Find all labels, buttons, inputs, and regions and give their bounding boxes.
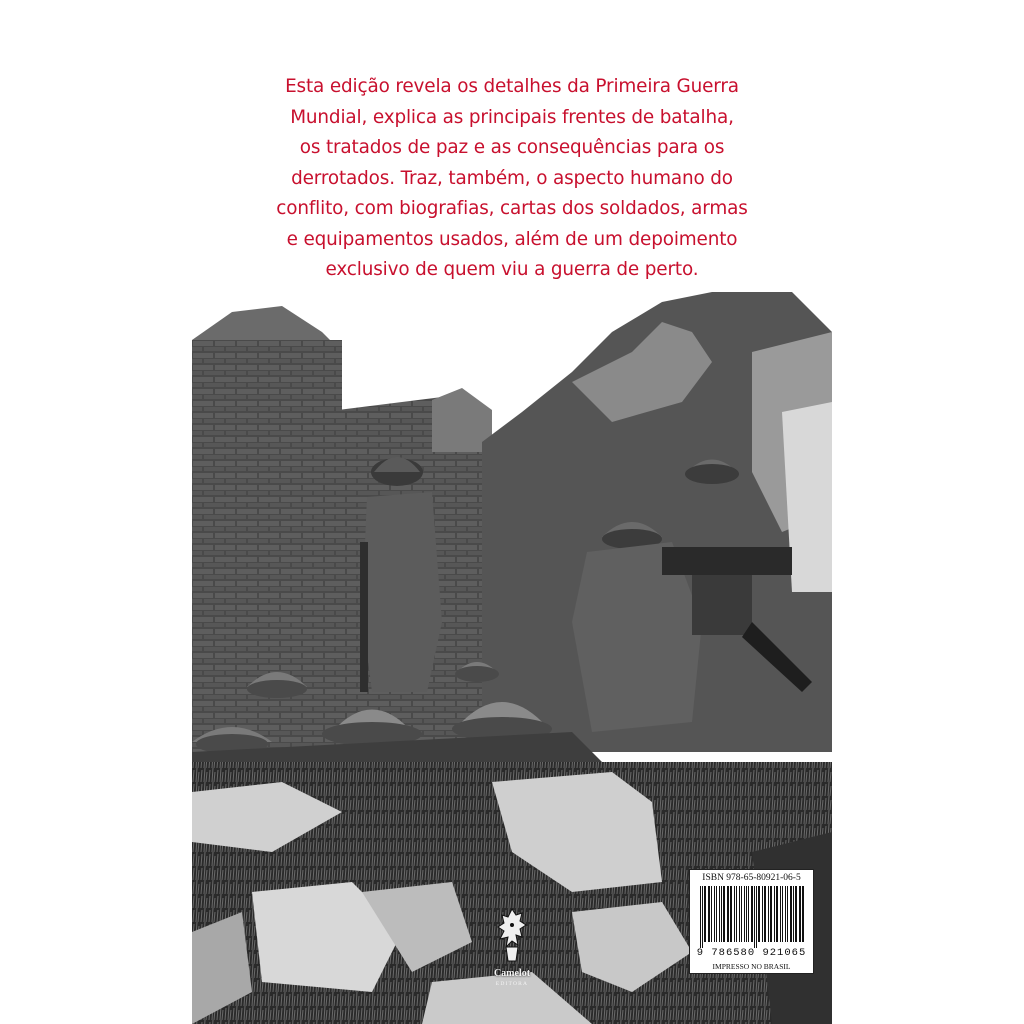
barcode-bars — [698, 886, 806, 948]
blurb-line: derrotados. Traz, também, o aspecto humano do — [291, 167, 733, 189]
dragon-emblem-icon — [496, 907, 528, 965]
blurb-line: conflito, com biografias, cartas dos soldados, armas — [276, 198, 748, 219]
publisher-name: Camelot — [493, 968, 531, 979]
printed-in-brazil: IMPRESSO NO BRASIL — [712, 962, 791, 971]
isbn-label: ISBN 978-65-80921-06-5 — [702, 873, 801, 883]
cover-blurb — [270, 72, 754, 286]
barcode-digits: 9 786580 921065 — [696, 947, 807, 959]
publisher-sub: EDITORA — [495, 981, 529, 987]
blurb-line: e equipamentos usados, além de um depoimento — [286, 228, 738, 250]
blurb-line: os tratados de paz e as consequências para os — [299, 137, 725, 158]
blurb-line: Esta edição revela os detalhes da Primeira Guerra — [285, 76, 739, 97]
blurb-line: Mundial, explica as principais frentes de batalha, — [290, 106, 734, 128]
isbn-barcode — [689, 869, 814, 974]
publisher-logo — [490, 907, 534, 993]
blurb-line: exclusivo de quem viu a guerra de perto. — [325, 259, 699, 280]
